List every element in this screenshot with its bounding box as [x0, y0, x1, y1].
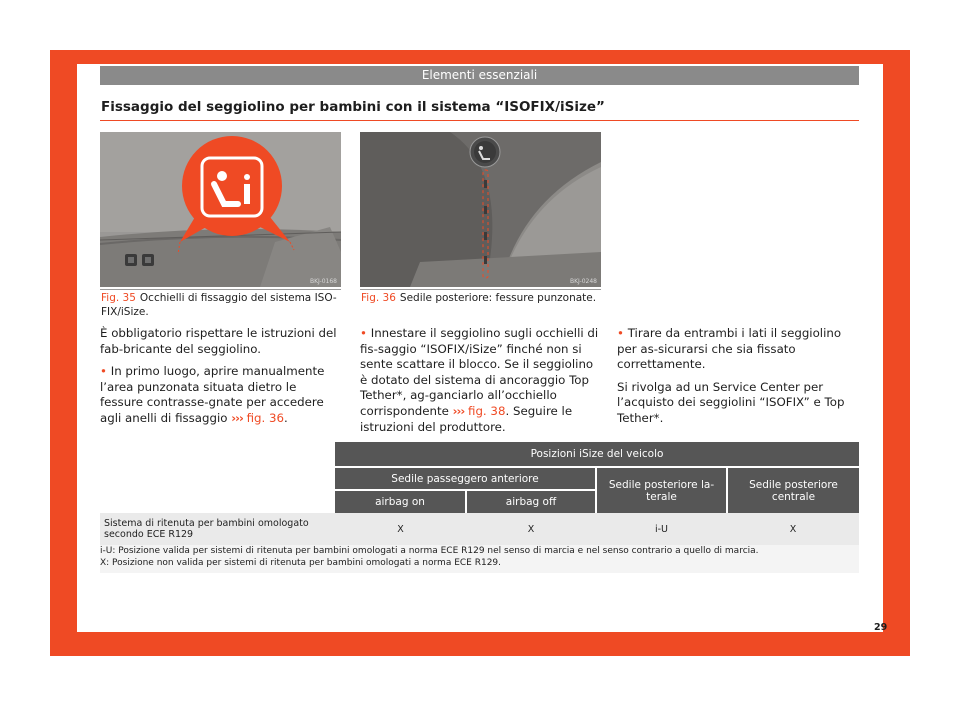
table-header-vehicle-positions: Posizioni iSize del veicolo	[335, 442, 859, 467]
table-cell-rear-lateral: i-U	[596, 513, 727, 545]
table-note-iu: i-U: Posizione valida per sistemi di ritenuta per bambini omologati a norma ECE R129 nel senso di marcia e nel senso contrario a quello di marcia.	[100, 546, 759, 556]
figure-36-number: Fig. 36	[361, 292, 396, 304]
table-header-airbag-off: airbag off	[466, 490, 596, 513]
figure-35-caption	[101, 291, 339, 319]
figure-36-image	[360, 132, 601, 287]
isize-positions-table	[100, 442, 859, 573]
figure-36-tag: BKJ-0248	[569, 278, 597, 285]
bullet-item-1	[100, 364, 342, 426]
cross-ref-arrow-icon: ›››	[231, 410, 243, 425]
cross-ref-arrow-icon: ›››	[452, 403, 465, 418]
paragraph-intro: È obbligatorio rispettare le istruzioni del fab-bricante del seggiolino.	[100, 326, 337, 356]
page-number: 29	[874, 622, 888, 633]
bullet-glyph: •	[617, 326, 624, 340]
table-corner-blank	[100, 442, 335, 513]
heading-rule	[100, 120, 859, 121]
table-cell-rear-center: X	[727, 513, 859, 545]
figure-36-caption	[361, 291, 599, 305]
figure-38-link[interactable]: fig. 38	[468, 403, 506, 418]
table-cell-airbag-on: X	[335, 513, 466, 545]
table-note-x: X: Posizione non valida per sistemi di ritenuta per bambini omologati a norma ECE R129.	[100, 558, 502, 568]
figure-35-image	[100, 132, 341, 287]
table-header-front-seat: Sedile passeggero anteriore	[335, 467, 596, 490]
paragraph-service-center: Si rivolga ad un Service Center per l’acquisto dei seggiolini “ISOFIX” e Top Tether*.	[617, 379, 845, 425]
text-column-3	[617, 326, 859, 434]
page-heading: Fissaggio del seggiolino per bambini con il sistema “ISOFIX/iSize”	[101, 99, 605, 115]
table-header-airbag-on: airbag on	[335, 490, 466, 513]
bullet-item-2-end: . Seguire le istruzioni del produttore.	[360, 403, 573, 434]
figure-35-tag: BKJ-0168	[309, 278, 337, 285]
table-header-rear-center: Sedile posteriore centrale	[727, 467, 859, 513]
table-cell-airbag-off: X	[466, 513, 596, 545]
text-column-1	[100, 326, 342, 434]
table-row-label: Sistema di ritenuta per bambini omologato secondo ECE R129	[100, 513, 335, 545]
bullet-glyph: •	[360, 326, 367, 340]
text-column-2	[360, 326, 602, 442]
figure-36-rule	[360, 289, 601, 290]
figure-35-number: Fig. 35	[101, 292, 136, 304]
bullet-item-1-end: .	[284, 410, 288, 425]
table-row	[100, 513, 859, 545]
figure-36-caption-text: Sedile posteriore: fessure punzonate.	[399, 292, 597, 304]
section-title: Elementi essenziali	[100, 66, 859, 85]
figure-35-caption-text: Occhielli di fissaggio del sistema ISO-FIX/iSize.	[101, 292, 337, 318]
bullet-item-2	[360, 326, 602, 435]
figure-35-rule	[100, 289, 341, 290]
table-note-row	[100, 545, 859, 573]
figure-35-illustration	[100, 132, 341, 287]
bullet-item-2-text: Innestare il seggiolino sugli occhielli di fis-saggio “ISOFIX/iSize” finché non si sente scattare il blocco. Se il seggiolino è dotato del sistema di ancoraggio Top Tether*, ag-ganciarlo all’occhiello corrispondente	[360, 326, 599, 418]
bullet-item-3-text: Tirare da entrambi i lati il seggiolino per as-sicurarsi che sia fissato correttamente.	[617, 326, 842, 372]
figure-36-illustration	[360, 132, 601, 287]
bullet-item-1-text: In primo luogo, aprire manualmente l’area punzonata situata dietro le fessure contrasse-gnate per accedere agli anelli di fissaggio	[100, 364, 325, 425]
bullet-glyph: •	[100, 364, 107, 379]
table-header-rear-lateral: Sedile posteriore la-terale	[596, 467, 727, 513]
bullet-item-3	[617, 326, 859, 373]
figure-36-link[interactable]: fig. 36	[246, 410, 285, 425]
table-notes	[100, 545, 859, 573]
